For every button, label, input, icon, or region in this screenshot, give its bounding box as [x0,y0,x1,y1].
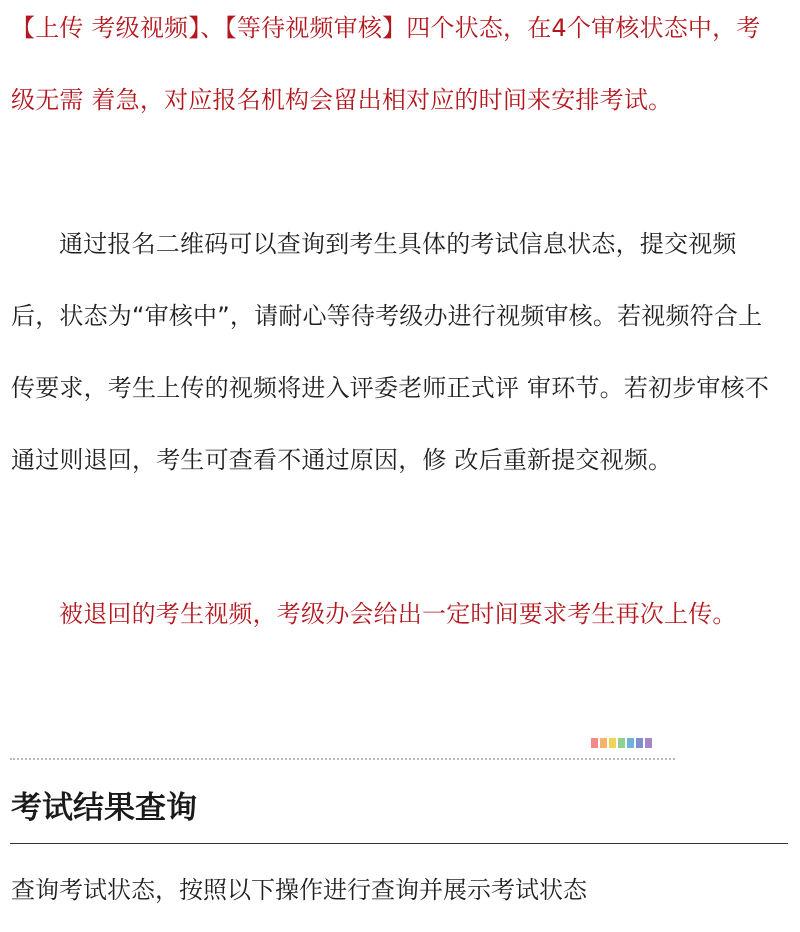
decorative-color-strip [591,738,654,748]
section-title-underline [10,843,788,844]
color-strip-swatch [636,738,643,748]
color-strip-swatch [645,738,652,748]
color-strip-swatch [609,738,616,748]
color-strip-swatch [627,738,634,748]
section-intro-text: 查询考试状态，按照以下操作进行查询并展示考试状态 [11,876,587,904]
color-strip-swatch [600,738,607,748]
paragraph-review-status-note: 【上传 考级视频】、【等待视频审核】四个状态，在4个审核状态中，考级无需 着急，对应报名机构会留出相对应的时间来安排考试。 [11,14,761,114]
dotted-divider [10,758,675,760]
color-strip-swatch [591,738,598,748]
paragraph-resubmit-note: 被退回的考生视频，考级办会给出一定时间要求考生再次上传。 [59,600,737,628]
paragraph-qrcode-query: 通过报名二维码可以查询到考生具体的考试信息状态，提交视频后，状态为“审核中”，请耐心等待考级办进行视频审核。若视频符合上传要求，考生上传的视频将进入评委老师正式评 审环节。若初步审核不通过则退回，考生可查看不通过原因，修 改后重新提交视频。 [11,230,770,474]
color-strip-swatch [618,738,625,748]
section-title: 考试结果查询 [11,790,197,826]
